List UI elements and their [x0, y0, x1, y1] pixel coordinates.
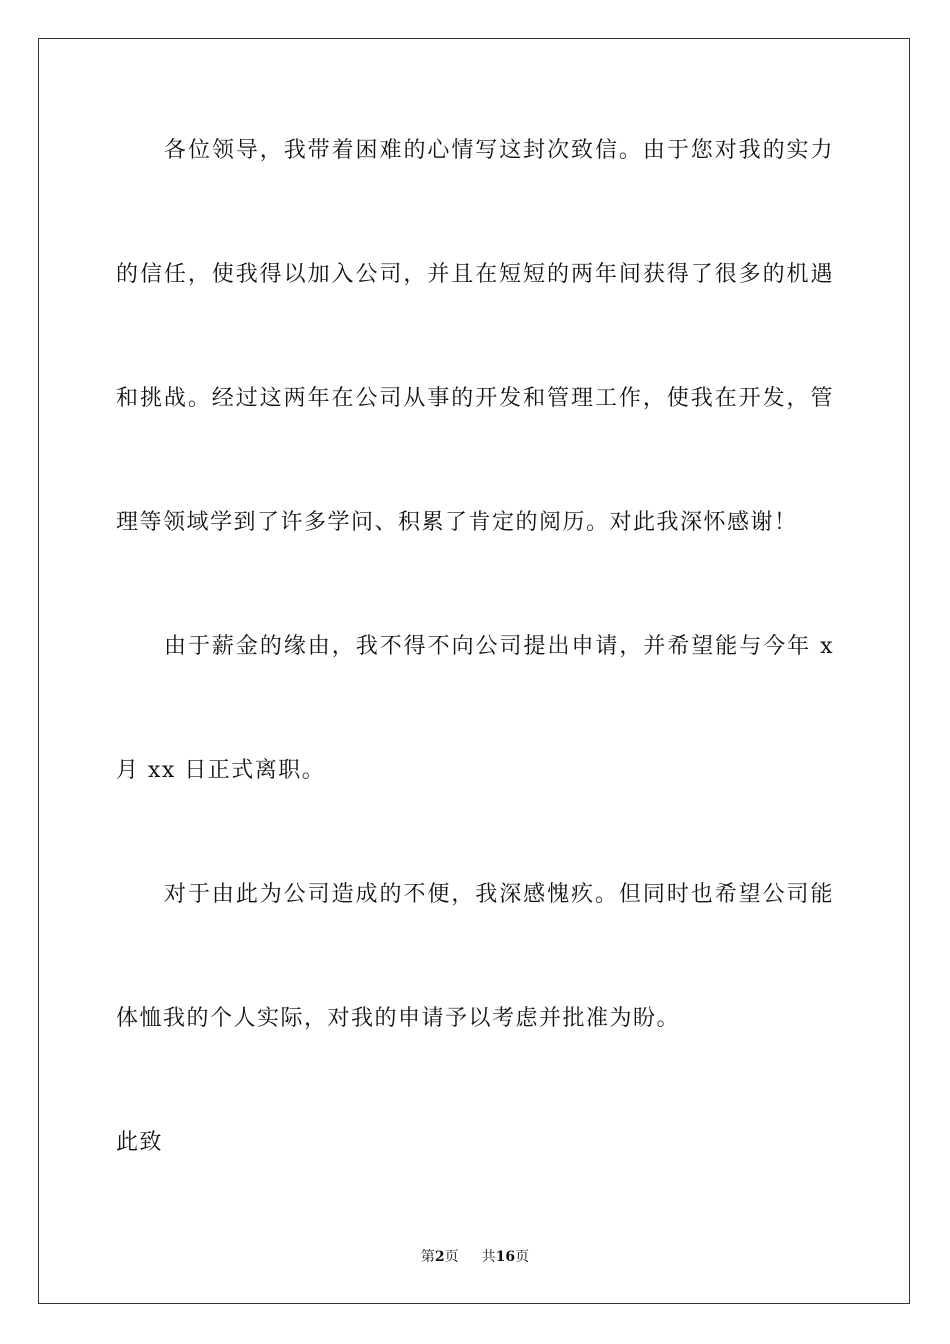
footer-page-suffix: 页 [444, 1249, 459, 1265]
paragraph-1-line-2: 的信任，使我得以加入公司，并且在短短的两年间获得了很多的机遇 [116, 262, 834, 287]
paragraph-1-line-3: 和挑战。经过这两年在公司从事的开发和管理工作，使我在开发，管 [116, 386, 834, 411]
closing-salutation: 此致 [116, 1130, 164, 1155]
paragraph-1-line-1: 各位领导，我带着困难的心情写这封次致信。由于您对我的实力 [164, 138, 834, 163]
paragraph-3-line-2: 体恤我的个人实际，对我的申请予以考虑并批准为盼。 [116, 1006, 681, 1031]
paragraph-1-line-4: 理等领域学到了许多学问、积累了肯定的阅历。对此我深怀感谢！ [116, 510, 798, 535]
footer-total-prefix: 共 [481, 1249, 496, 1265]
paragraph-3-line-1: 对于由此为公司造成的不便，我深感愧疚。但同时也希望公司能 [164, 882, 834, 907]
page-footer [0, 1247, 950, 1267]
paragraph-2-line-1: 由于薪金的缘由，我不得不向公司提出申请，并希望能与今年 x [164, 634, 834, 659]
footer-total-pages: 16 [495, 1249, 516, 1265]
paragraph-2-line-2: 月 xx 日正式离职。 [116, 758, 326, 783]
footer-page-number: 2 [434, 1249, 445, 1265]
page-border [38, 38, 910, 1304]
footer-page-prefix: 第 [420, 1249, 435, 1265]
footer-total-suffix: 页 [515, 1249, 530, 1265]
